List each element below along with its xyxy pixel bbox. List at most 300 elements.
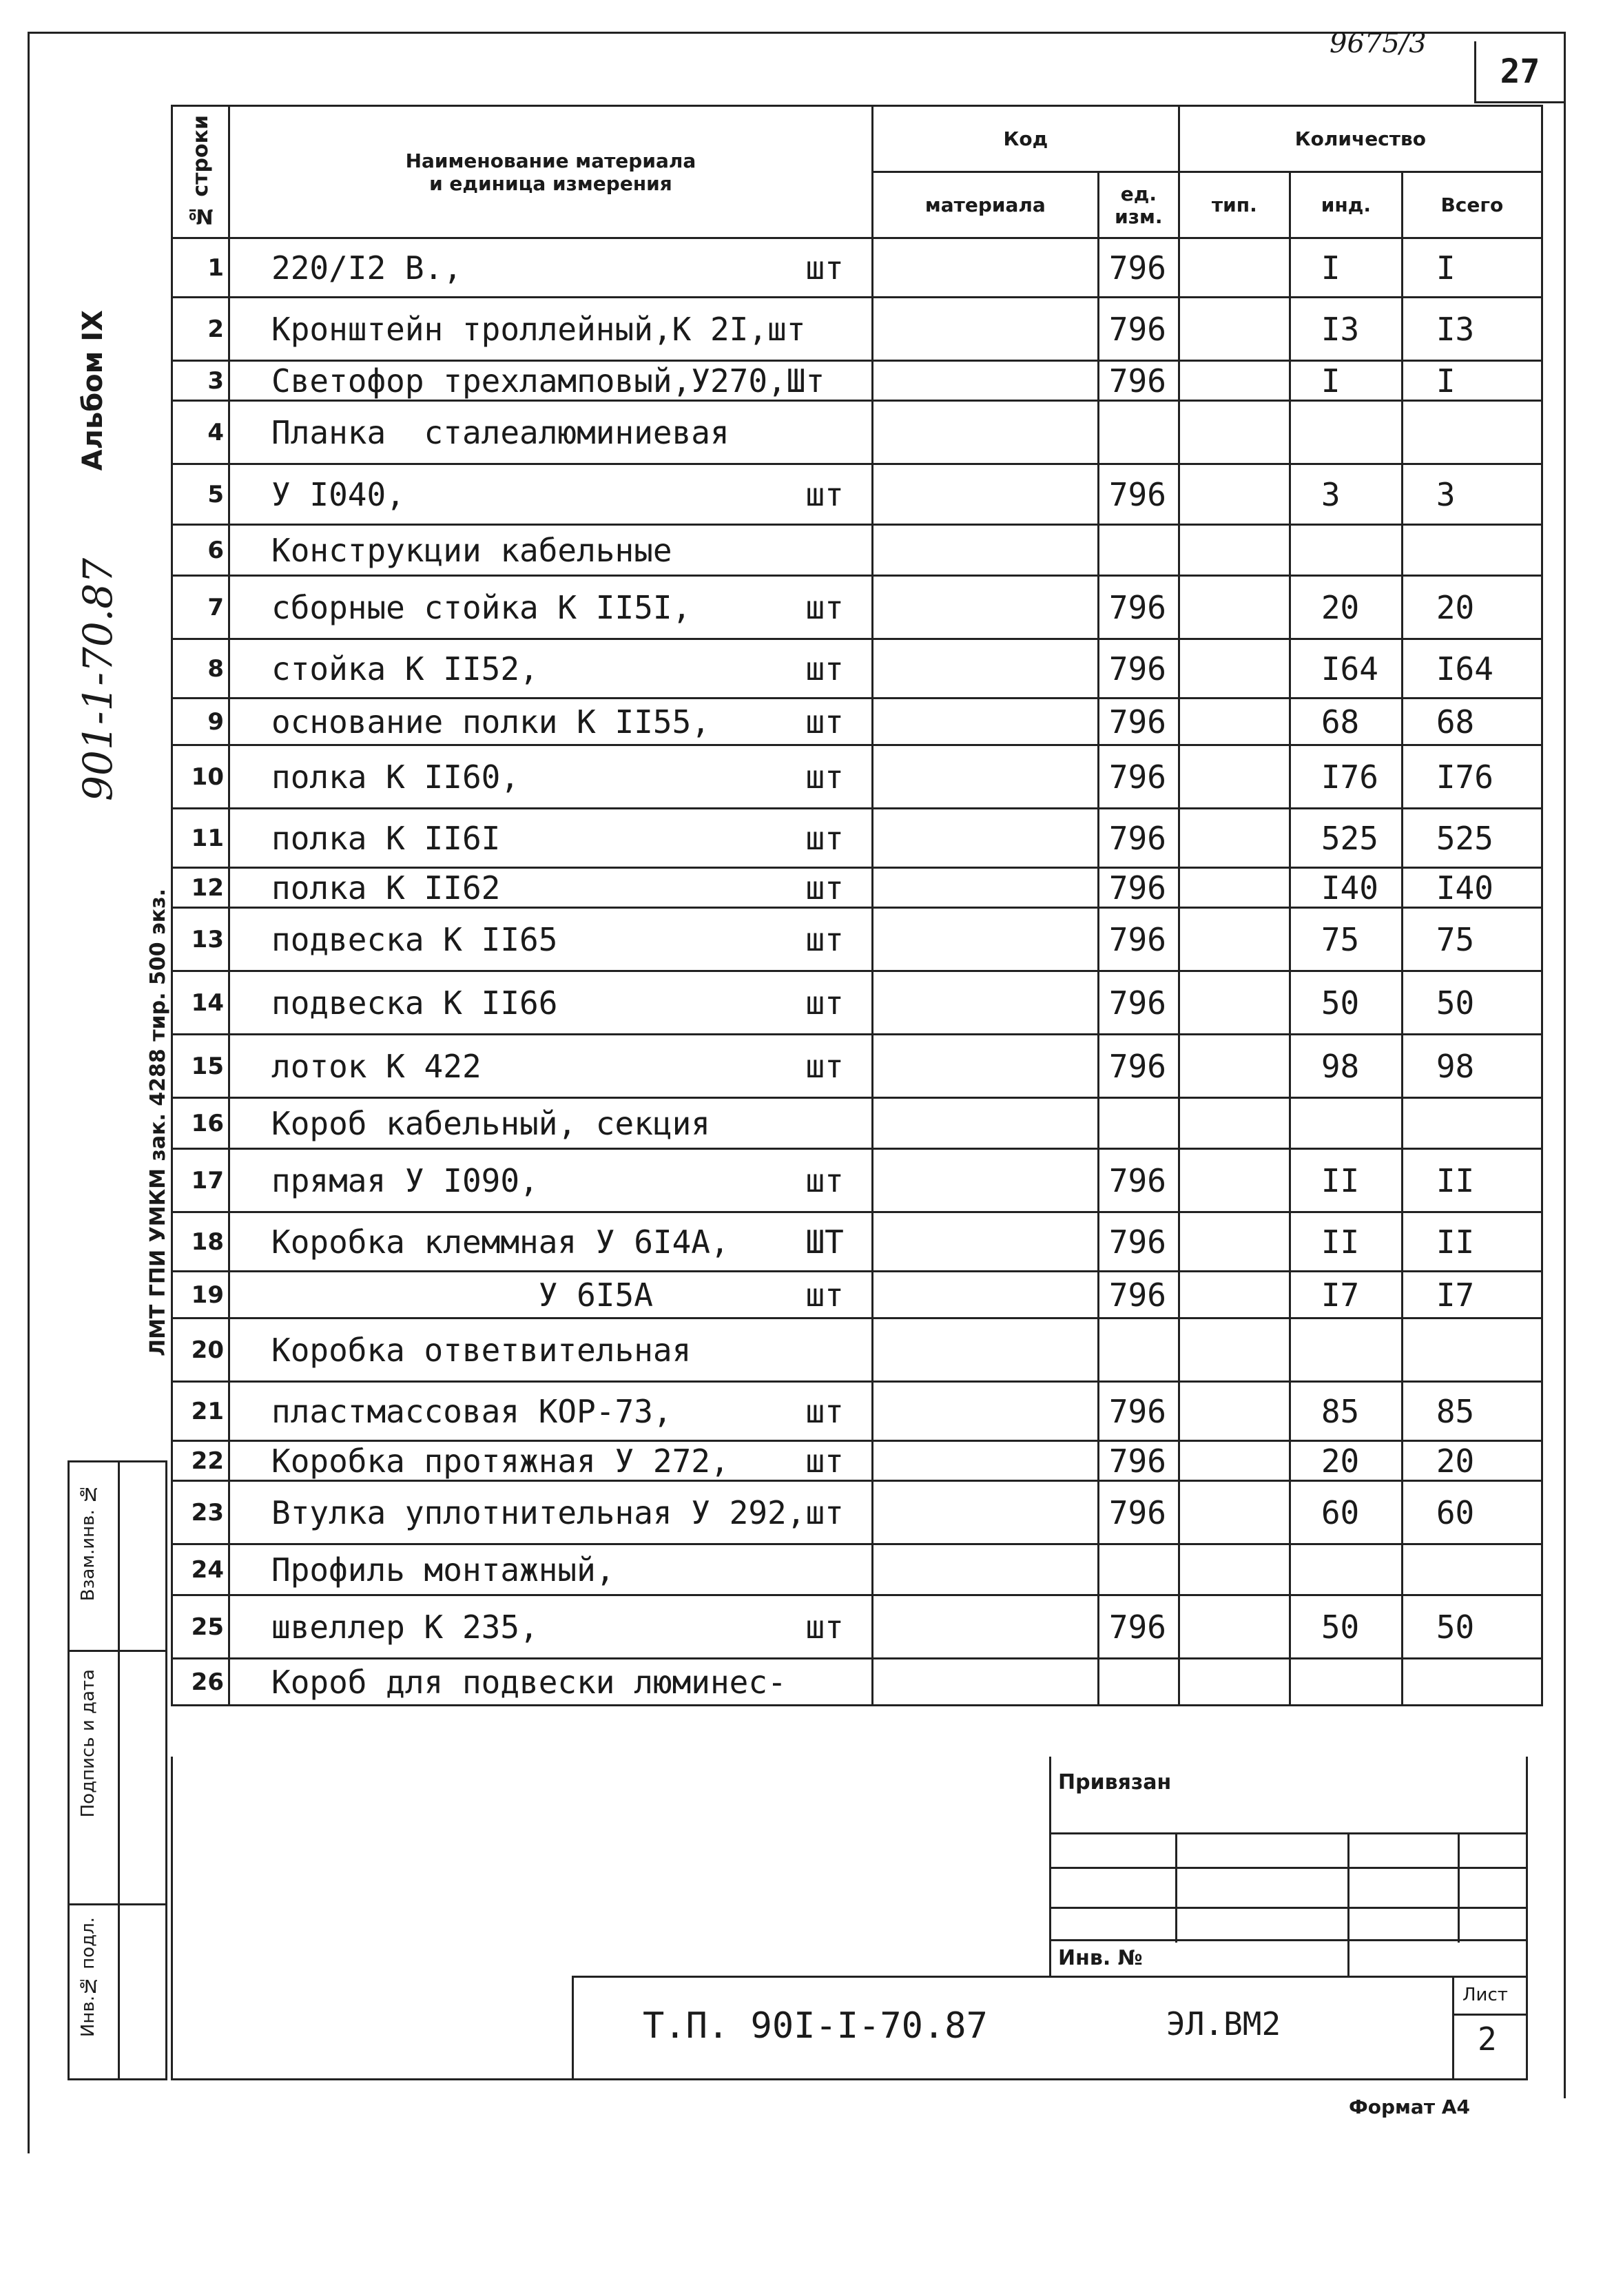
qty-typ-cell bbox=[1179, 298, 1290, 361]
unit-code-cell bbox=[1098, 1659, 1179, 1706]
table-row bbox=[172, 298, 1542, 361]
qty-typ-cell bbox=[1179, 639, 1290, 699]
row-number-cell bbox=[172, 1481, 229, 1544]
qty-ind-cell bbox=[1290, 809, 1402, 868]
row-number-cell bbox=[172, 298, 229, 361]
qty-ind: I40 bbox=[1321, 869, 1378, 907]
qty-total: 20 bbox=[1436, 1442, 1475, 1480]
qty-ind: I bbox=[1321, 249, 1341, 287]
qty-total-cell bbox=[1402, 576, 1542, 639]
qty-ind-cell bbox=[1290, 1212, 1402, 1272]
row-number: 9 bbox=[207, 707, 224, 736]
table-row bbox=[172, 525, 1542, 576]
header-unit: ед. изм. bbox=[1098, 172, 1179, 238]
unit-code-cell bbox=[1098, 298, 1179, 361]
unit-code-cell bbox=[1098, 1441, 1179, 1481]
format-label: Формат А4 bbox=[1349, 2096, 1470, 2118]
linked-block bbox=[1049, 1757, 1528, 1977]
album-label: Альбом IX bbox=[77, 310, 109, 471]
material-name: Планка сталеалюминиевая bbox=[271, 413, 730, 451]
material-name: сборные стойка К II5I, bbox=[271, 588, 692, 626]
qty-total-cell bbox=[1402, 1382, 1542, 1441]
unit-label: шт bbox=[805, 819, 844, 857]
table-row bbox=[172, 1272, 1542, 1318]
material-name: полка К II60, bbox=[271, 758, 520, 796]
qty-total: I3 bbox=[1436, 310, 1475, 348]
material-name-cell bbox=[229, 868, 873, 908]
row-number-cell bbox=[172, 1212, 229, 1272]
unit-code: 796 bbox=[1108, 703, 1166, 741]
table-row bbox=[172, 238, 1542, 298]
qty-total: 68 bbox=[1436, 703, 1475, 741]
unit-code: 796 bbox=[1108, 1442, 1166, 1480]
qty-typ-cell bbox=[1179, 1035, 1290, 1098]
row-number: 8 bbox=[207, 654, 224, 683]
table-row bbox=[172, 464, 1542, 525]
qty-ind-cell bbox=[1290, 1481, 1402, 1544]
qty-typ-cell bbox=[1179, 699, 1290, 745]
qty-ind: I64 bbox=[1321, 650, 1378, 687]
material-name: полка К II62 bbox=[271, 869, 501, 907]
row-number-cell bbox=[172, 1149, 229, 1212]
qty-total-cell bbox=[1402, 639, 1542, 699]
row-number-cell bbox=[172, 971, 229, 1035]
unit-code: 796 bbox=[1108, 362, 1166, 400]
qty-ind-cell bbox=[1290, 639, 1402, 699]
qty-typ-cell bbox=[1179, 1212, 1290, 1272]
material-code-cell bbox=[872, 1481, 1098, 1544]
qty-typ-cell bbox=[1179, 238, 1290, 298]
qty-total-cell bbox=[1402, 809, 1542, 868]
material-name-cell bbox=[229, 1212, 873, 1272]
qty-total: I bbox=[1436, 249, 1456, 287]
material-code-cell bbox=[872, 1382, 1098, 1441]
material-name-cell bbox=[229, 639, 873, 699]
qty-total-cell bbox=[1402, 699, 1542, 745]
row-number-cell bbox=[172, 868, 229, 908]
material-name: Коробка протяжная У 272, bbox=[271, 1442, 730, 1480]
qty-total-cell bbox=[1402, 1318, 1542, 1382]
row-number-cell bbox=[172, 576, 229, 639]
qty-total-cell bbox=[1402, 1035, 1542, 1098]
unit-code: 796 bbox=[1108, 1493, 1166, 1531]
qty-total: 98 bbox=[1436, 1047, 1475, 1085]
material-code-cell bbox=[872, 745, 1098, 809]
qty-ind-cell bbox=[1290, 908, 1402, 971]
unit-code-cell bbox=[1098, 971, 1179, 1035]
unit-code-cell bbox=[1098, 1481, 1179, 1544]
qty-total: 60 bbox=[1436, 1493, 1475, 1531]
qty-ind-cell bbox=[1290, 525, 1402, 576]
row-number-cell bbox=[172, 1382, 229, 1441]
qty-ind-cell bbox=[1290, 1318, 1402, 1382]
material-name: лоток К 422 bbox=[271, 1047, 482, 1085]
qty-ind-cell bbox=[1290, 298, 1402, 361]
material-code-cell bbox=[872, 1035, 1098, 1098]
material-name-cell bbox=[229, 401, 873, 464]
material-name-cell bbox=[229, 1595, 873, 1659]
qty-ind: II bbox=[1321, 1161, 1360, 1199]
unit-code: 796 bbox=[1108, 1276, 1166, 1314]
material-code-cell bbox=[872, 1272, 1098, 1318]
qty-ind: 3 bbox=[1321, 475, 1341, 513]
qty-total: I76 bbox=[1436, 758, 1493, 796]
unit-code-cell bbox=[1098, 1272, 1179, 1318]
row-number-cell bbox=[172, 908, 229, 971]
sheet-top-number: 27 bbox=[1500, 52, 1540, 91]
row-number-cell bbox=[172, 1595, 229, 1659]
print-info: ЛМТ ГПИ УМКМ зак. 4288 тир. 500 экз. bbox=[146, 889, 170, 1356]
material-code-cell bbox=[872, 971, 1098, 1035]
material-name-cell bbox=[229, 576, 873, 639]
row-number-cell bbox=[172, 525, 229, 576]
qty-typ-cell bbox=[1179, 576, 1290, 639]
row-number: 2 bbox=[207, 315, 224, 343]
unit-code-cell bbox=[1098, 361, 1179, 401]
qty-total-cell bbox=[1402, 1212, 1542, 1272]
row-number: 18 bbox=[191, 1228, 224, 1256]
material-code-cell bbox=[872, 1544, 1098, 1595]
material-name-cell bbox=[229, 745, 873, 809]
table-row bbox=[172, 1098, 1542, 1149]
unit-code: 796 bbox=[1108, 588, 1166, 626]
table-row bbox=[172, 1544, 1542, 1595]
row-number: 19 bbox=[191, 1281, 224, 1309]
qty-total: I bbox=[1436, 362, 1456, 400]
material-code-cell bbox=[872, 298, 1098, 361]
unit-code: 796 bbox=[1108, 984, 1166, 1022]
unit-code: 796 bbox=[1108, 249, 1166, 287]
qty-ind-cell bbox=[1290, 576, 1402, 639]
qty-ind-cell bbox=[1290, 1544, 1402, 1595]
material-code-cell bbox=[872, 699, 1098, 745]
qty-total: I40 bbox=[1436, 869, 1493, 907]
table-row bbox=[172, 1318, 1542, 1382]
qty-typ-cell bbox=[1179, 1659, 1290, 1706]
linked-label: Привязан bbox=[1058, 1770, 1172, 1795]
material-name-cell bbox=[229, 971, 873, 1035]
sheet-label: Лист bbox=[1462, 1985, 1508, 2005]
unit-code: 796 bbox=[1108, 650, 1166, 687]
qty-ind-cell bbox=[1290, 401, 1402, 464]
qty-ind-cell bbox=[1290, 699, 1402, 745]
material-name: пластмассовая КОР-73, bbox=[271, 1392, 672, 1430]
table-row bbox=[172, 809, 1542, 868]
sheet-number: 2 bbox=[1478, 2020, 1497, 2058]
qty-typ-cell bbox=[1179, 525, 1290, 576]
stamp-label-inv: Инв.№ подл. bbox=[78, 1917, 99, 2038]
row-number: 4 bbox=[207, 418, 224, 446]
unit-label: шт bbox=[805, 758, 844, 796]
table-row bbox=[172, 1149, 1542, 1212]
project-number: 901-1-70.87 bbox=[74, 558, 121, 801]
qty-total-cell bbox=[1402, 298, 1542, 361]
unit-code-cell bbox=[1098, 1149, 1179, 1212]
qty-total-cell bbox=[1402, 908, 1542, 971]
material-code-cell bbox=[872, 868, 1098, 908]
qty-typ-cell bbox=[1179, 401, 1290, 464]
material-code-cell bbox=[872, 1659, 1098, 1706]
row-number-cell bbox=[172, 745, 229, 809]
material-name-cell bbox=[229, 1272, 873, 1318]
qty-ind-cell bbox=[1290, 1035, 1402, 1098]
qty-total-cell bbox=[1402, 1595, 1542, 1659]
unit-label: шт bbox=[805, 588, 844, 626]
table-row bbox=[172, 1595, 1542, 1659]
qty-ind-cell bbox=[1290, 1149, 1402, 1212]
qty-total-cell bbox=[1402, 868, 1542, 908]
unit-label: шт bbox=[805, 984, 844, 1022]
qty-ind: 60 bbox=[1321, 1493, 1360, 1531]
sheet-top-box bbox=[1474, 41, 1564, 103]
material-code-cell bbox=[872, 464, 1098, 525]
spec-table bbox=[171, 105, 1543, 1706]
material-name: Коробка ответвительная bbox=[271, 1331, 692, 1369]
material-code-cell bbox=[872, 401, 1098, 464]
row-number: 6 bbox=[207, 536, 224, 564]
qty-ind: I7 bbox=[1321, 1276, 1360, 1314]
qty-ind-cell bbox=[1290, 1272, 1402, 1318]
unit-code: 796 bbox=[1108, 920, 1166, 958]
material-name-cell bbox=[229, 1481, 873, 1544]
inv-label: Инв. № bbox=[1058, 1946, 1143, 1970]
material-name-cell bbox=[229, 1659, 873, 1706]
material-code-cell bbox=[872, 1595, 1098, 1659]
row-number-cell bbox=[172, 238, 229, 298]
unit-label: шт bbox=[805, 703, 844, 741]
unit-code-cell bbox=[1098, 639, 1179, 699]
qty-total: 50 bbox=[1436, 1608, 1475, 1646]
unit-code: 796 bbox=[1108, 1223, 1166, 1261]
stamp-label-signature: Подпись и дата bbox=[78, 1669, 99, 1818]
unit-label: шт bbox=[805, 1276, 844, 1314]
qty-ind-cell bbox=[1290, 361, 1402, 401]
qty-typ-cell bbox=[1179, 464, 1290, 525]
unit-code: 796 bbox=[1108, 310, 1166, 348]
row-number: 24 bbox=[191, 1555, 224, 1584]
row-number-cell bbox=[172, 464, 229, 525]
row-number: 10 bbox=[191, 763, 224, 791]
material-name-cell bbox=[229, 1035, 873, 1098]
unit-code-cell bbox=[1098, 464, 1179, 525]
qty-ind: 20 bbox=[1321, 588, 1360, 626]
unit-label: шт bbox=[805, 475, 844, 513]
qty-ind-cell bbox=[1290, 868, 1402, 908]
material-name-cell bbox=[229, 908, 873, 971]
row-number: 13 bbox=[191, 925, 224, 953]
material-name: Конструкции кабельные bbox=[271, 531, 672, 569]
row-number: 16 bbox=[191, 1109, 224, 1137]
material-name-cell bbox=[229, 238, 873, 298]
unit-label: ШТ bbox=[805, 1223, 844, 1261]
qty-total: 525 bbox=[1436, 819, 1493, 857]
unit-code-cell bbox=[1098, 1544, 1179, 1595]
row-number: 26 bbox=[191, 1668, 224, 1696]
qty-ind-cell bbox=[1290, 1595, 1402, 1659]
material-code-cell bbox=[872, 525, 1098, 576]
unit-code: 796 bbox=[1108, 1047, 1166, 1085]
unit-label: шт bbox=[805, 1047, 844, 1085]
qty-ind: 98 bbox=[1321, 1047, 1360, 1085]
qty-total: 75 bbox=[1436, 920, 1475, 958]
qty-typ-cell bbox=[1179, 1382, 1290, 1441]
material-name-cell bbox=[229, 1149, 873, 1212]
unit-code-cell bbox=[1098, 1035, 1179, 1098]
material-code-cell bbox=[872, 908, 1098, 971]
qty-total-cell bbox=[1402, 1098, 1542, 1149]
row-number-cell bbox=[172, 1098, 229, 1149]
material-name: Короб для подвески люминес- bbox=[271, 1663, 787, 1701]
unit-code: 796 bbox=[1108, 475, 1166, 513]
material-name: Короб кабельный, секция bbox=[271, 1104, 710, 1142]
qty-total: I7 bbox=[1436, 1276, 1475, 1314]
unit-code-cell bbox=[1098, 868, 1179, 908]
unit-label: шт bbox=[805, 1161, 844, 1199]
qty-ind-cell bbox=[1290, 238, 1402, 298]
row-number-cell bbox=[172, 699, 229, 745]
header-total: Всего bbox=[1402, 172, 1542, 238]
qty-ind-cell bbox=[1290, 1659, 1402, 1706]
row-number: 17 bbox=[191, 1166, 224, 1194]
qty-ind-cell bbox=[1290, 745, 1402, 809]
qty-total: I64 bbox=[1436, 650, 1493, 687]
row-number: 11 bbox=[191, 824, 224, 852]
qty-total-cell bbox=[1402, 401, 1542, 464]
qty-typ-cell bbox=[1179, 908, 1290, 971]
unit-code: 796 bbox=[1108, 758, 1166, 796]
material-code-cell bbox=[872, 238, 1098, 298]
row-number: 23 bbox=[191, 1498, 224, 1527]
qty-total-cell bbox=[1402, 971, 1542, 1035]
table-row bbox=[172, 361, 1542, 401]
qty-ind: 20 bbox=[1321, 1442, 1360, 1480]
row-number-cell bbox=[172, 809, 229, 868]
section-code: ЭЛ.ВМ2 bbox=[1166, 2005, 1281, 2042]
qty-typ-cell bbox=[1179, 1595, 1290, 1659]
qty-total-cell bbox=[1402, 1544, 1542, 1595]
material-name-cell bbox=[229, 525, 873, 576]
unit-code-cell bbox=[1098, 1595, 1179, 1659]
right-border bbox=[1564, 32, 1566, 2098]
unit-code-cell bbox=[1098, 699, 1179, 745]
qty-ind: I bbox=[1321, 362, 1341, 400]
row-number: 12 bbox=[191, 873, 224, 902]
material-code-cell bbox=[872, 1149, 1098, 1212]
qty-total: 85 bbox=[1436, 1392, 1475, 1430]
unit-code: 796 bbox=[1108, 1161, 1166, 1199]
material-name-cell bbox=[229, 699, 873, 745]
unit-code-cell bbox=[1098, 401, 1179, 464]
row-number-cell bbox=[172, 1544, 229, 1595]
material-code-cell bbox=[872, 1098, 1098, 1149]
row-number-cell bbox=[172, 1035, 229, 1098]
qty-total-cell bbox=[1402, 1149, 1542, 1212]
material-name: швеллер К 235, bbox=[271, 1608, 539, 1646]
qty-ind: I3 bbox=[1321, 310, 1360, 348]
qty-typ-cell bbox=[1179, 361, 1290, 401]
header-ind: инд. bbox=[1290, 172, 1402, 238]
title-stamp bbox=[572, 1976, 1528, 2080]
header-row-no: № строки bbox=[172, 106, 229, 238]
unit-code-cell bbox=[1098, 576, 1179, 639]
table-row bbox=[172, 576, 1542, 639]
table-row bbox=[172, 1382, 1542, 1441]
row-number-cell bbox=[172, 1659, 229, 1706]
material-name-cell bbox=[229, 1544, 873, 1595]
material-code-cell bbox=[872, 639, 1098, 699]
qty-total-cell bbox=[1402, 745, 1542, 809]
qty-ind: 75 bbox=[1321, 920, 1360, 958]
qty-ind-cell bbox=[1290, 464, 1402, 525]
row-number: 20 bbox=[191, 1336, 224, 1364]
material-name-cell bbox=[229, 464, 873, 525]
unit-code: 796 bbox=[1108, 869, 1166, 907]
unit-code-cell bbox=[1098, 908, 1179, 971]
qty-total: 20 bbox=[1436, 588, 1475, 626]
qty-typ-cell bbox=[1179, 1318, 1290, 1382]
row-number-cell bbox=[172, 1441, 229, 1481]
unit-code-cell bbox=[1098, 1382, 1179, 1441]
qty-typ-cell bbox=[1179, 1272, 1290, 1318]
table-row bbox=[172, 639, 1542, 699]
qty-ind-cell bbox=[1290, 1098, 1402, 1149]
table-row bbox=[172, 699, 1542, 745]
unit-code-cell bbox=[1098, 809, 1179, 868]
unit-label: шт bbox=[805, 1392, 844, 1430]
unit-code-cell bbox=[1098, 1318, 1179, 1382]
qty-total-cell bbox=[1402, 464, 1542, 525]
qty-typ-cell bbox=[1179, 1441, 1290, 1481]
material-name-cell bbox=[229, 1382, 873, 1441]
qty-total-cell bbox=[1402, 1659, 1542, 1706]
material-code-cell bbox=[872, 1318, 1098, 1382]
unit-code-cell bbox=[1098, 238, 1179, 298]
qty-typ-cell bbox=[1179, 971, 1290, 1035]
doc-code: Т.П. 90I-I-70.87 bbox=[643, 2005, 988, 2047]
material-name: Кронштейн троллейный,К 2I,шт bbox=[271, 310, 806, 348]
qty-ind-cell bbox=[1290, 1382, 1402, 1441]
unit-label: шт bbox=[805, 1608, 844, 1646]
row-number-cell bbox=[172, 361, 229, 401]
table-row bbox=[172, 908, 1542, 971]
qty-typ-cell bbox=[1179, 1149, 1290, 1212]
row-number: 3 bbox=[207, 366, 224, 395]
row-number-cell bbox=[172, 639, 229, 699]
qty-typ-cell bbox=[1179, 745, 1290, 809]
table-row bbox=[172, 1481, 1542, 1544]
qty-typ-cell bbox=[1179, 1481, 1290, 1544]
table-row bbox=[172, 868, 1542, 908]
row-number-cell bbox=[172, 401, 229, 464]
material-name-cell bbox=[229, 809, 873, 868]
unit-code: 796 bbox=[1108, 819, 1166, 857]
material-code-cell bbox=[872, 809, 1098, 868]
header-name: Наименование материала и единица измерения bbox=[229, 106, 873, 238]
doc-number: 9675/3 bbox=[1330, 28, 1427, 59]
material-name: Втулка уплотнительная У 292,шт bbox=[271, 1493, 844, 1531]
qty-total: II bbox=[1436, 1161, 1475, 1199]
left-border bbox=[28, 32, 30, 2153]
row-number-cell bbox=[172, 1318, 229, 1382]
qty-ind-cell bbox=[1290, 971, 1402, 1035]
unit-code-cell bbox=[1098, 1212, 1179, 1272]
unit-label: шт bbox=[805, 869, 844, 907]
material-name: полка К II6I bbox=[271, 819, 501, 857]
unit-label: шт bbox=[805, 1442, 844, 1480]
row-number-cell bbox=[172, 1272, 229, 1318]
unit-code-cell bbox=[1098, 525, 1179, 576]
material-name: Коробка клеммная У 6I4А, bbox=[271, 1223, 730, 1261]
